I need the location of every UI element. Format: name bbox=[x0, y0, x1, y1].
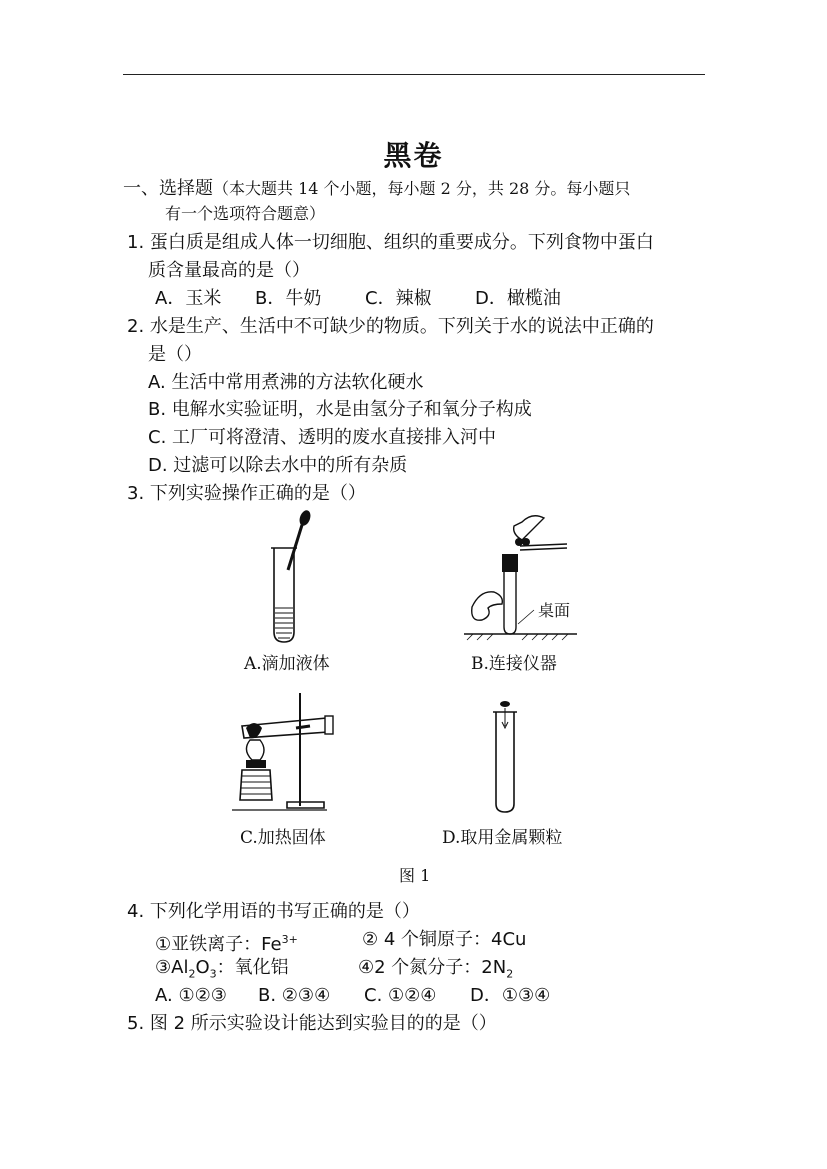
section-note-2: 有一个选项符合题意） bbox=[165, 204, 326, 223]
figure-a-caption: A.滴加液体 bbox=[244, 654, 330, 674]
q3-stem: 3. 下列实验操作正确的是（） bbox=[127, 483, 366, 504]
figure-b-connecting-apparatus bbox=[462, 512, 582, 642]
q1-option-d: D．橄榄油 bbox=[475, 288, 561, 309]
q2-option-d: D. 过滤可以除去水中的所有杂质 bbox=[148, 455, 408, 476]
q1-option-c: C．辣椒 bbox=[365, 288, 432, 309]
figure-b-caption: B.连接仪器 bbox=[471, 654, 557, 674]
q4-item-3-b: O bbox=[195, 957, 210, 978]
q1-option-b: B．牛奶 bbox=[255, 288, 322, 309]
figure-d-metal-particles bbox=[490, 698, 530, 818]
q1-option-a: A．玉米 bbox=[155, 288, 222, 309]
figure-c-caption: C.加热固体 bbox=[240, 828, 326, 848]
q4-option-d: D．①③④ bbox=[470, 985, 551, 1006]
q4-item-4-sub: 2 bbox=[506, 967, 514, 981]
desk-label: 桌面 bbox=[538, 601, 571, 620]
q4-item-4-a: ④2 个氮分子：2N bbox=[358, 957, 507, 978]
q2-option-b: B. 电解水实验证明，水是由氢分子和氧分子构成 bbox=[148, 399, 532, 420]
q4-item-1 bbox=[155, 929, 298, 956]
q4-item-2: ② 4 个铜原子：4Cu bbox=[362, 929, 527, 950]
figure-a-dropping-liquid bbox=[260, 510, 320, 645]
section-heading bbox=[123, 178, 630, 200]
q4-item-3-sub1: 2 bbox=[188, 967, 196, 981]
q5-stem: 5. 图 2 所示实验设计能达到实验目的的是（） bbox=[127, 1013, 497, 1034]
page-title: 黑卷 bbox=[383, 139, 444, 172]
figure-1-label: 图 1 bbox=[399, 866, 431, 885]
q2-option-a: A. 生活中常用煮沸的方法软化硬水 bbox=[148, 372, 424, 393]
section-note-1: （本大题共 14 个小题，每小题 2 分，共 28 分。每小题只 bbox=[213, 179, 631, 198]
figure-d-caption: D.取用金属颗粒 bbox=[442, 828, 563, 848]
q2-option-c: C. 工厂可将澄清、透明的废水直接排入河中 bbox=[148, 427, 497, 448]
q2-stem-1: 2. 水是生产、生活中不可缺少的物质。下列关于水的说法中正确的 bbox=[127, 316, 654, 337]
q4-option-c: C. ①②④ bbox=[364, 985, 437, 1006]
q4-item-3 bbox=[155, 957, 289, 986]
figure-c-heating-solid bbox=[232, 688, 352, 813]
q4-item-1-text: ①亚铁离子：Fe bbox=[155, 934, 282, 955]
q4-item-4 bbox=[358, 957, 513, 986]
q4-item-3-a: ③Al bbox=[155, 957, 189, 978]
q4-option-a: A. ①②③ bbox=[155, 985, 227, 1006]
header-rule bbox=[123, 74, 705, 75]
q4-item-1-charge: 3+ bbox=[281, 933, 298, 946]
q4-item-3-sub2: 3 bbox=[209, 967, 217, 981]
q4-item-3-c: ：氧化铝 bbox=[216, 957, 289, 978]
q2-stem-2: 是（） bbox=[148, 344, 202, 365]
q1-stem-1: 1. 蛋白质是组成人体一切细胞、组织的重要成分。下列食物中蛋白 bbox=[127, 232, 654, 253]
q4-stem: 4. 下列化学用语的书写正确的是（） bbox=[127, 901, 420, 922]
q4-option-b: B. ②③④ bbox=[258, 985, 331, 1006]
section-title: 一、选择题 bbox=[123, 178, 213, 199]
q1-stem-2: 质含量最高的是（） bbox=[148, 260, 310, 281]
